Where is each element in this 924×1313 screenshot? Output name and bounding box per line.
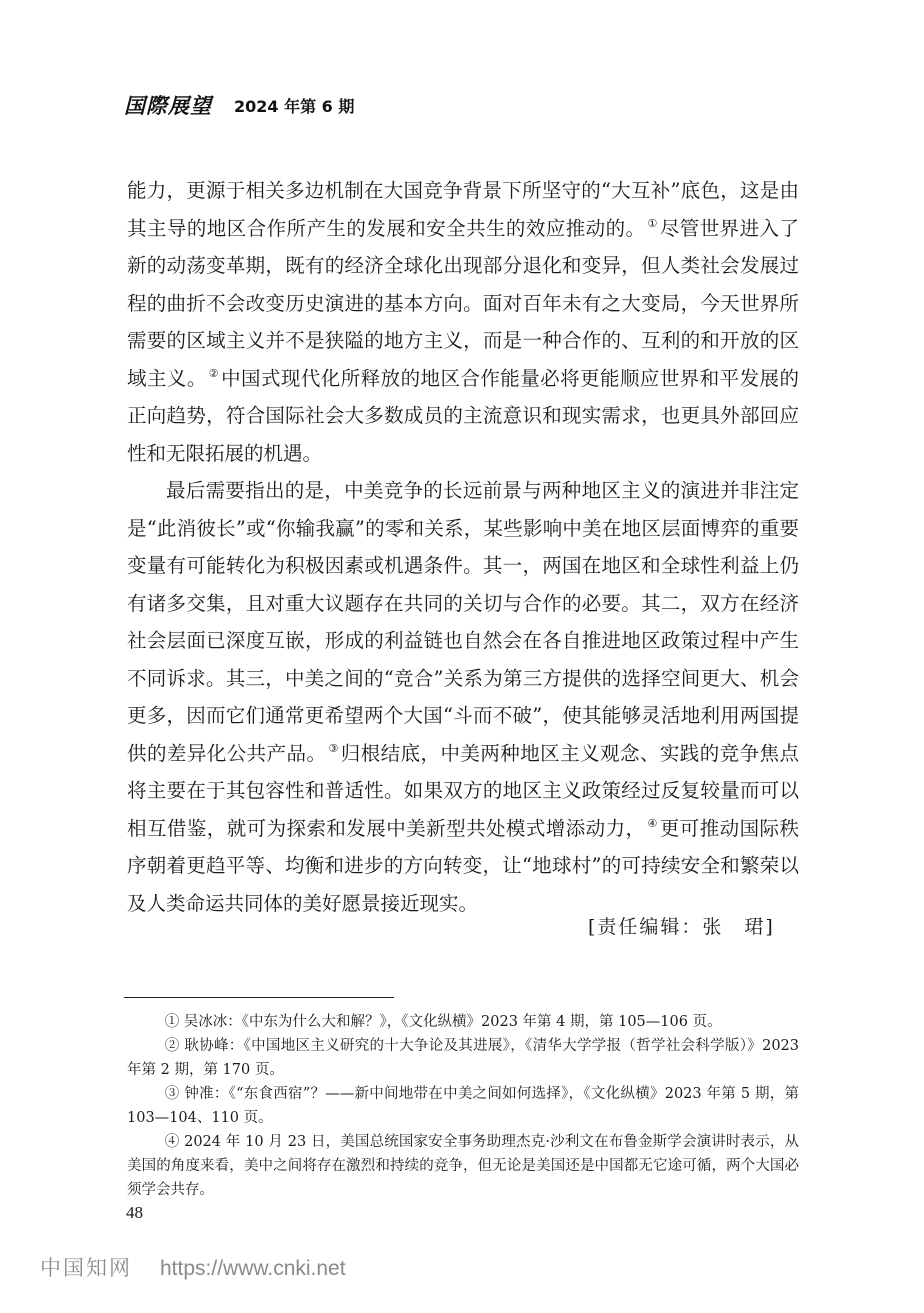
issue-info: 2024 年第 6 期 [234, 96, 355, 116]
cnki-watermark [40, 1252, 346, 1282]
paragraph-2-text-b: 归根结底，中美两种地区主义观念、实践的竞争焦点将主要在于其包容性和普适性。如果双方的地区主义政策经过反复较量而可以相互借鉴，就可为探索和发展中美新型共处模式增添动力， [127, 741, 799, 840]
article-body [127, 172, 799, 922]
journal-logo: 国際展望 [124, 93, 212, 118]
footnote-1: ① 吴冰冰：《中东为什么大和解？》，《文化纵横》2023 年第 4 期，第 105—106 页。 [164, 1014, 722, 1030]
paragraph-1-text-b: 尽管世界进入了新的动荡变革期，既有的经济全球化出现部分退化和变异，但人类社会发展过程的曲折不会改变历史演进的基本方向。面对百年未有之大变局，今天世界所需要的区域主义并不是狭隘的地方主义，而是一种合作的、互利的和开放的区域主义。 [127, 216, 799, 390]
page-number: 48 [126, 1203, 143, 1222]
footnote-divider [124, 997, 394, 998]
cnki-logo: 中国知网 [40, 1256, 132, 1280]
page-header [124, 90, 354, 120]
footnote-ref-2[interactable]: ② [208, 367, 220, 380]
footnote-3: ③ 钟准：《“东食西宿”？——新中间地带在中美之间如何选择》，《文化纵横》2023 年第 5 期，第 103—104、110 页。 [127, 1086, 799, 1126]
paragraph-1-text-c: 中国式现代化所释放的地区合作能量必将更能顺应世界和平发展的正向趋势，符合国际社会大多数成员的主流意识和现实需求，也更具外部回应性和无限拓展的机遇。 [127, 366, 799, 465]
paragraph-1-text-a: 能力，更源于相关多边机制在大国竞争背景下所坚守的“大互补”底色，这是由其主导的地区合作所产生的发展和安全共生的效应推动的。 [127, 179, 799, 240]
paragraph-2-text-a: 最后需要指出的是，中美竞争的长远前景与两种地区主义的演进并非注定是“此消彼长”或“你输我赢”的零和关系，某些影响中美在地区层面博弈的重要变量有可能转化为积极因素或机遇条件。其一，两国在地区和全球性利益上仍有诸多交集，且对重大议题存在共同的关切与合作的必要。其二，双方在经济社会层面已深度互嵌，形成的利益链也自然会在各自推进地区政策过程中产生不同诉求。其三，中美之间的“竞合”关系为第三方提供的选择空间更大、机会更多，因而它们通常更希望两个大国“斗而不破”，使其能够灵活地利用两国提供的差异化公共产品。 [127, 479, 799, 765]
paragraph-2 [127, 472, 799, 922]
responsible-editor: [责任编辑：张 珺] [588, 916, 775, 938]
footnote-ref-3[interactable]: ③ [328, 742, 339, 755]
footnote-4: ④ 2024 年 10 月 23 日，美国总统国家安全事务助理杰克·沙利文在布鲁金斯学会演讲时表示，从美国的角度来看，美中之间将存在激烈和持续的竞争，但无论是美国还是中国都无它途可循，两个大国必须学会共存。 [127, 1134, 799, 1198]
footnote-2: ② 耿协峰：《中国地区主义研究的十大争论及其进展》，《清华大学学报（哲学社会科学版）》2023 年第 2 期，第 170 页。 [127, 1038, 799, 1078]
footnote-ref-4[interactable]: ④ [647, 817, 658, 830]
paragraph-2-text-c: 更可推动国际秩序朝着更趋平等、均衡和进步的方向转变，让“地球村”的可持续安全和繁荣以及人类命运共同体的美好愿景接近现实。 [127, 816, 799, 915]
footnotes [127, 1010, 799, 1202]
paragraph-1 [127, 172, 799, 472]
footnote-ref-1[interactable]: ① [647, 217, 658, 230]
cnki-url[interactable]: https://www.cnki.net [160, 1257, 346, 1280]
